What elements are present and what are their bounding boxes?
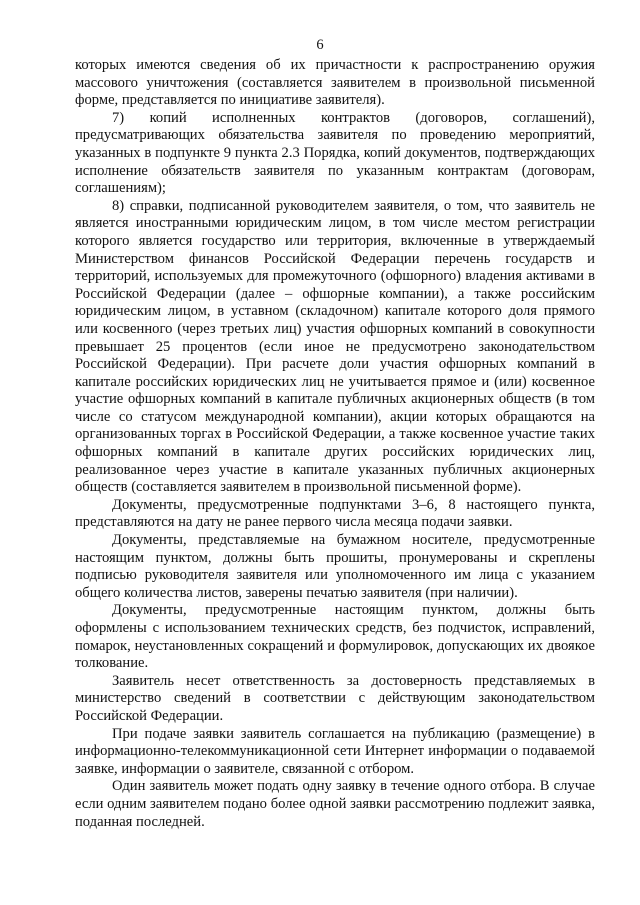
paragraph-one-application: Один заявитель может подать одну заявку в течение одного отбора. В случае если одним заявителем подано более одной заявки рассмотрению подлежит заявка, поданная последней. (75, 778, 595, 830)
paragraph-item-7: 7) копий исполненных контрактов (договоров, соглашений), предусматривающих обязательства заявителя по проведению мероприятий, указанных в подпункте 9 пункта 2.3 Порядка, копий документов, подтверждающих исполнение обязательств заявителя по указанным контрактам (договорам, соглашениям); (75, 109, 595, 197)
paragraph-publication-consent: При подаче заявки заявитель соглашается на публикацию (размещение) в информационно-телекоммуникационной сети Интернет информации о подаваемой заявке, информации о заявителе, связанной с отбором. (75, 725, 595, 777)
paragraph-applicant-responsibility: Заявитель несет ответственность за достоверность представляемых в министерство сведений в соответствии с действующим законодательством Российской Федерации. (75, 672, 595, 724)
paragraph-documents-date: Документы, предусмотренные подпунктами 3–6, 8 настоящего пункта, представляются на дату не ранее первого числа месяца подачи заявки. (75, 496, 595, 531)
document-body (75, 57, 595, 831)
page-number: 6 (316, 37, 324, 53)
paragraph-documents-format: Документы, предусмотренные настоящим пунктом, должны быть оформлены с использованием технических средств, без подчисток, исправлений, помарок, неустановленных сокращений и формулировок, допускающих их двоякое толкование. (75, 602, 595, 672)
paragraph-item-8: 8) справки, подписанной руководителем заявителя, о том, что заявитель не является иностранными юридическим лицом, в том числе местом регистрации которого является государство или территория, включенные в утверждаемый Министерством финансов Российской Федерации перечень государств и территорий, используемых для промежуточного (офшорного) владения активами в Российской Федерации (далее – офшорные компании), а также российским юридическим лицом, в уставном (складочном) капитале которого доля прямого или косвенного (через третьих лиц) участия офшорных компаний в совокупности превышает 25 процентов (если иное не предусмотрено законодательством Российской Федерации). При расчете доли участия офшорных компаний в капитале российских юридических лиц не учитывается прямое и (или) косвенное участие офшорных компаний в капитале публичных акционерных обществ (в том числе со статусом международной компании), акции которых обращаются на организованных торгах в Российской Федерации, а также косвенное участие таких офшорных компаний в капитале других российских юридических лиц, реализованное через участие в капитале указанных публичных акционерных обществ (составляется заявителем в произвольной письменной форме). (75, 197, 595, 496)
paragraph-continuation: которых имеются сведения об их причастности к распространению оружия массового уничтожения (составляется заявителем в произвольной письменной форме, представляется по инициативе заявителя). (75, 57, 595, 109)
paragraph-paper-documents: Документы, представляемые на бумажном носителе, предусмотренные настоящим пунктом, должны быть прошиты, пронумерованы и скреплены подписью руководителя заявителя или уполномоченного им лица с указанием общего количества листов, заверены печатью заявителя (при наличии). (75, 532, 595, 601)
